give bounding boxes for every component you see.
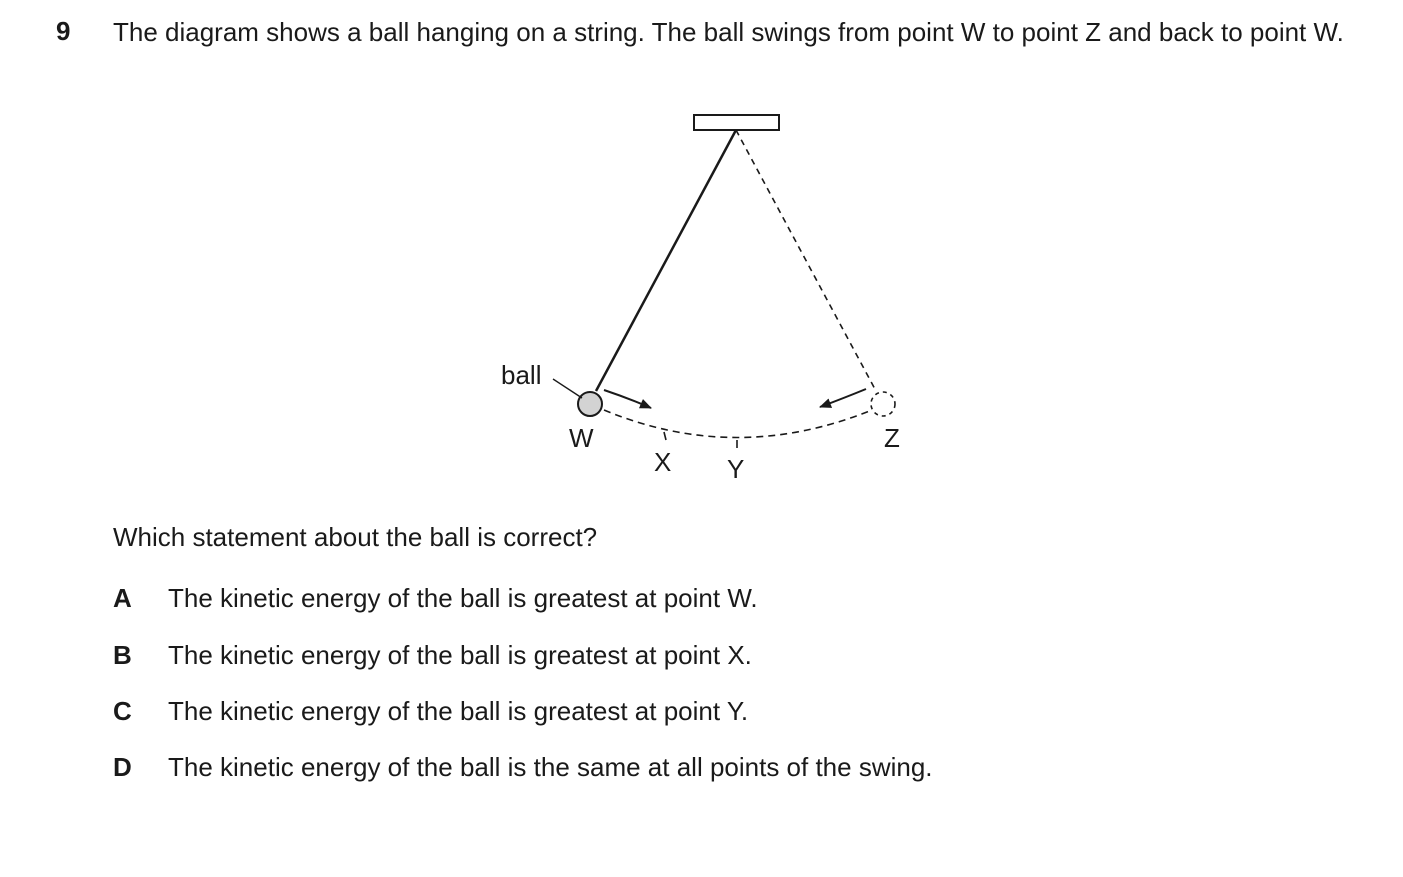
string-line bbox=[596, 130, 736, 391]
question-text: The diagram shows a ball hanging on a string. The ball swings from point W to point Z and back to point W. bbox=[113, 17, 1344, 47]
option-text: The kinetic energy of the ball is greatest at point Y. bbox=[168, 696, 749, 726]
support-bar bbox=[694, 115, 779, 130]
option-a bbox=[113, 583, 758, 614]
option-d bbox=[113, 752, 933, 783]
option-letter: A bbox=[113, 583, 132, 613]
point-x-label: X bbox=[654, 447, 672, 477]
swing-arc bbox=[604, 410, 872, 438]
option-text: The kinetic energy of the ball is the same at all points of the swing. bbox=[168, 752, 933, 782]
ball-ghost-z bbox=[871, 392, 895, 416]
option-letter: D bbox=[113, 752, 132, 782]
ball-leader-line bbox=[553, 379, 582, 398]
question-number: 9 bbox=[56, 16, 71, 46]
ball-label: ball bbox=[501, 360, 542, 390]
point-y-label: Y bbox=[727, 454, 745, 484]
x-tick bbox=[664, 432, 666, 440]
string-dashed-to-z bbox=[736, 130, 876, 391]
option-c bbox=[113, 696, 748, 727]
ball bbox=[578, 392, 602, 416]
option-letter: C bbox=[113, 696, 132, 726]
option-text: The kinetic energy of the ball is greatest at point W. bbox=[168, 583, 758, 613]
point-z-label: Z bbox=[884, 423, 900, 453]
arrow-left bbox=[820, 389, 866, 407]
option-text: The kinetic energy of the ball is greatest at point X. bbox=[168, 640, 752, 670]
point-w-label: W bbox=[569, 423, 594, 453]
arrow-right bbox=[604, 390, 651, 408]
option-letter: B bbox=[113, 640, 132, 670]
option-b bbox=[113, 640, 752, 671]
question-prompt: Which statement about the ball is correct? bbox=[113, 522, 598, 552]
